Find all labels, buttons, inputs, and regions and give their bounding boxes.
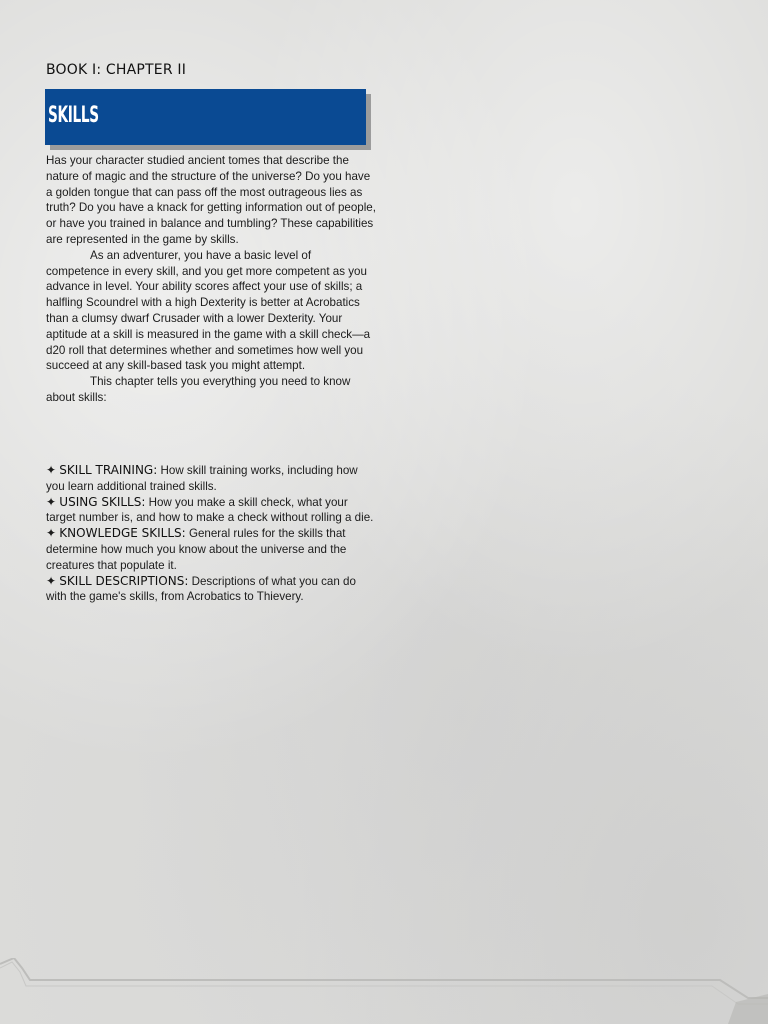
star-bullet-icon: ✦ (46, 494, 57, 509)
intro-paragraph: As an adventurer, you have a basic level of competence in every skill, and you get more competent as you advance in level. Your ability scores affect your use of skills; a halfling Scoundrel with a high Dexterity is better at Acrobatics than a clumsy dwarf Crusader with a lower Dexterity. Your aptitude at a skill is measured in the game with a skill check—a d20 roll that determines whether and sometimes how well you succeed at any skill-based task you might attempt. (46, 248, 371, 373)
border-line (0, 962, 768, 1004)
list-item (46, 495, 376, 527)
list-item-text: How skill training works, including how you learn additional trained skills. (46, 464, 358, 493)
decorative-page-border (0, 958, 768, 1024)
list-item (46, 463, 376, 495)
list-item-text: Descriptions of what you can do with the game's skills, from Acrobatics to Thievery. (46, 574, 356, 604)
intro-text (46, 153, 376, 406)
chapter-heading: BOOK I: CHAPTER II (46, 62, 187, 78)
list-item (46, 526, 376, 573)
intro-paragraph: Has your character studied ancient tomes that describe the nature of magic and the structure of the universe? Do you have a golden tongue that can pass off the most outrageous lies as truth? Do you have a knack for getting information out of people, or have you trained in balance and tumbling? These capabilities are represented in the game by skills. (46, 154, 376, 246)
star-bullet-icon: ✦ (46, 463, 57, 477)
list-item-heading: SKILL TRAINING: (59, 463, 158, 477)
star-bullet-icon: ✦ (46, 573, 57, 588)
chapter-contents-list (46, 463, 376, 605)
list-item-heading: USING SKILLS: (59, 494, 146, 509)
section-title: SKILLS (48, 103, 99, 128)
list-item (46, 574, 376, 606)
list-item-text: General rules for the skills that determine how much you know about the universe and the creatures that populate it. (46, 527, 347, 572)
list-item-text: How you make a skill check, what your target number is, and how to make a check without rolling a die. (46, 495, 374, 525)
list-item-heading: KNOWLEDGE SKILLS: (59, 526, 186, 541)
border-line (0, 958, 768, 998)
intro-paragraph: This chapter tells you everything you need to know about skills: (46, 375, 351, 404)
star-bullet-icon: ✦ (46, 526, 57, 541)
section-title-banner (45, 89, 366, 145)
list-item-heading: SKILL DESCRIPTIONS: (59, 573, 189, 588)
